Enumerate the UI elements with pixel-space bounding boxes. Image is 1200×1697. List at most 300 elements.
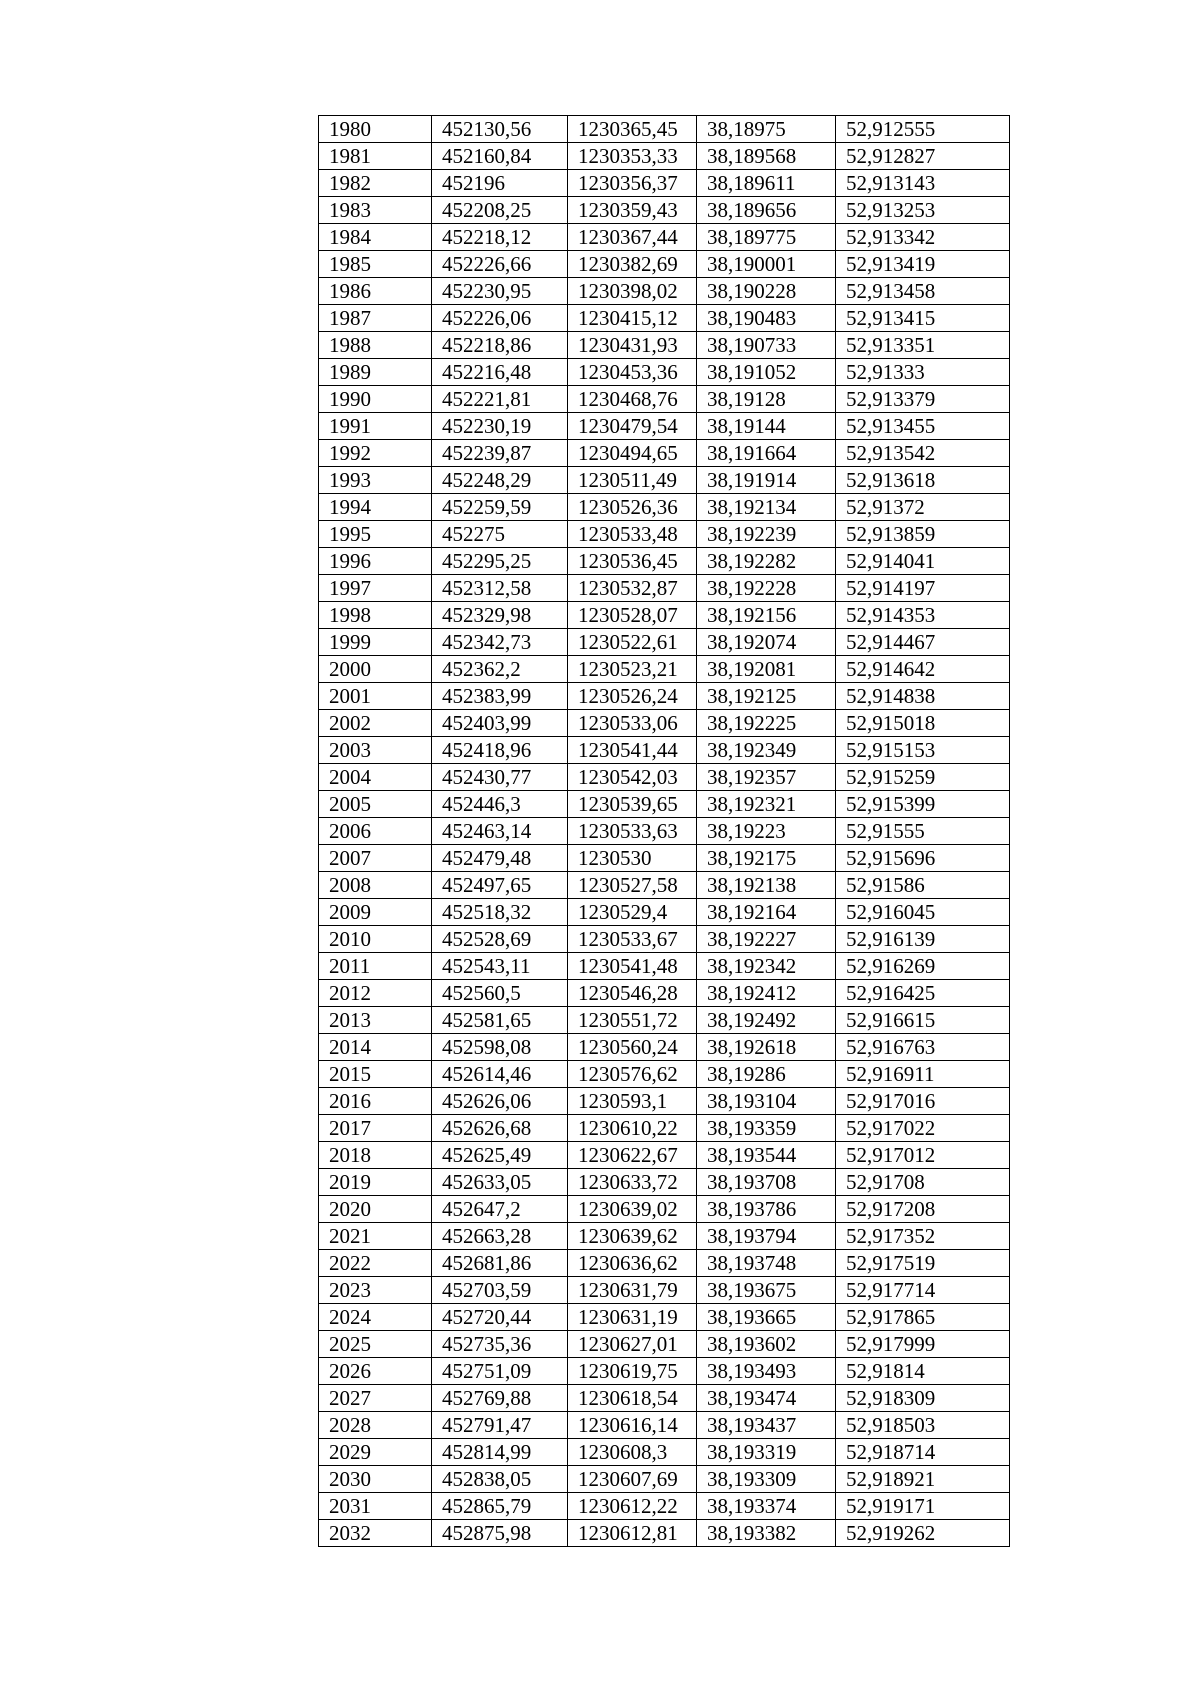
x-coordinate-cell: 452383,99	[432, 683, 568, 710]
latitude-cell: 52,91814	[836, 1358, 1010, 1385]
longitude-cell: 38,192492	[697, 1007, 836, 1034]
latitude-cell: 52,914467	[836, 629, 1010, 656]
latitude-cell: 52,913342	[836, 224, 1010, 251]
longitude-cell: 38,192138	[697, 872, 836, 899]
table-row	[319, 521, 1010, 548]
longitude-cell: 38,192225	[697, 710, 836, 737]
table-row	[319, 980, 1010, 1007]
table-row	[319, 116, 1010, 143]
latitude-cell: 52,913415	[836, 305, 1010, 332]
y-coordinate-cell: 1230618,54	[568, 1385, 697, 1412]
longitude-cell: 38,189568	[697, 143, 836, 170]
year-cell: 2021	[319, 1223, 432, 1250]
year-cell: 2011	[319, 953, 432, 980]
y-coordinate-cell: 1230612,22	[568, 1493, 697, 1520]
y-coordinate-cell: 1230542,03	[568, 764, 697, 791]
latitude-cell: 52,913419	[836, 251, 1010, 278]
table-row	[319, 899, 1010, 926]
longitude-cell: 38,19286	[697, 1061, 836, 1088]
latitude-cell: 52,917016	[836, 1088, 1010, 1115]
x-coordinate-cell: 452865,79	[432, 1493, 568, 1520]
x-coordinate-cell: 452625,49	[432, 1142, 568, 1169]
x-coordinate-cell: 452614,46	[432, 1061, 568, 1088]
x-coordinate-cell: 452598,08	[432, 1034, 568, 1061]
table-row	[319, 332, 1010, 359]
longitude-cell: 38,192175	[697, 845, 836, 872]
longitude-cell: 38,190483	[697, 305, 836, 332]
year-cell: 1999	[319, 629, 432, 656]
longitude-cell: 38,192342	[697, 953, 836, 980]
table-row	[319, 764, 1010, 791]
table-row	[319, 710, 1010, 737]
x-coordinate-cell: 452196	[432, 170, 568, 197]
longitude-cell: 38,190001	[697, 251, 836, 278]
y-coordinate-cell: 1230541,48	[568, 953, 697, 980]
year-cell: 2012	[319, 980, 432, 1007]
longitude-cell: 38,193794	[697, 1223, 836, 1250]
y-coordinate-cell: 1230546,28	[568, 980, 697, 1007]
y-coordinate-cell: 1230532,87	[568, 575, 697, 602]
longitude-cell: 38,192618	[697, 1034, 836, 1061]
table-row	[319, 1223, 1010, 1250]
longitude-cell: 38,192156	[697, 602, 836, 629]
x-coordinate-cell: 452226,66	[432, 251, 568, 278]
y-coordinate-cell: 1230639,02	[568, 1196, 697, 1223]
latitude-cell: 52,917208	[836, 1196, 1010, 1223]
table-row	[319, 845, 1010, 872]
latitude-cell: 52,917714	[836, 1277, 1010, 1304]
y-coordinate-cell: 1230633,72	[568, 1169, 697, 1196]
table-row	[319, 251, 1010, 278]
year-cell: 1998	[319, 602, 432, 629]
latitude-cell: 52,917012	[836, 1142, 1010, 1169]
latitude-cell: 52,917999	[836, 1331, 1010, 1358]
table-row	[319, 1277, 1010, 1304]
longitude-cell: 38,193437	[697, 1412, 836, 1439]
table-row	[319, 224, 1010, 251]
longitude-cell: 38,193474	[697, 1385, 836, 1412]
x-coordinate-cell: 452221,81	[432, 386, 568, 413]
y-coordinate-cell: 1230365,45	[568, 116, 697, 143]
longitude-cell: 38,193665	[697, 1304, 836, 1331]
latitude-cell: 52,916615	[836, 1007, 1010, 1034]
x-coordinate-cell: 452703,59	[432, 1277, 568, 1304]
table-row	[319, 1007, 1010, 1034]
latitude-cell: 52,913618	[836, 467, 1010, 494]
latitude-cell: 52,91333	[836, 359, 1010, 386]
y-coordinate-cell: 1230619,75	[568, 1358, 697, 1385]
y-coordinate-cell: 1230607,69	[568, 1466, 697, 1493]
year-cell: 2026	[319, 1358, 432, 1385]
latitude-cell: 52,917352	[836, 1223, 1010, 1250]
year-cell: 2029	[319, 1439, 432, 1466]
latitude-cell: 52,913859	[836, 521, 1010, 548]
year-cell: 2006	[319, 818, 432, 845]
x-coordinate-cell: 452518,32	[432, 899, 568, 926]
year-cell: 1996	[319, 548, 432, 575]
x-coordinate-cell: 452295,25	[432, 548, 568, 575]
year-cell: 1991	[319, 413, 432, 440]
table-row	[319, 575, 1010, 602]
latitude-cell: 52,918921	[836, 1466, 1010, 1493]
x-coordinate-cell: 452218,12	[432, 224, 568, 251]
year-cell: 1990	[319, 386, 432, 413]
latitude-cell: 52,914838	[836, 683, 1010, 710]
year-cell: 2025	[319, 1331, 432, 1358]
y-coordinate-cell: 1230468,76	[568, 386, 697, 413]
latitude-cell: 52,912555	[836, 116, 1010, 143]
table-row	[319, 494, 1010, 521]
year-cell: 2031	[319, 1493, 432, 1520]
longitude-cell: 38,192134	[697, 494, 836, 521]
year-cell: 2032	[319, 1520, 432, 1547]
y-coordinate-cell: 1230616,14	[568, 1412, 697, 1439]
year-cell: 2017	[319, 1115, 432, 1142]
latitude-cell: 52,914041	[836, 548, 1010, 575]
x-coordinate-cell: 452814,99	[432, 1439, 568, 1466]
table-row	[319, 359, 1010, 386]
longitude-cell: 38,193382	[697, 1520, 836, 1547]
table-row	[319, 1385, 1010, 1412]
x-coordinate-cell: 452633,05	[432, 1169, 568, 1196]
longitude-cell: 38,192357	[697, 764, 836, 791]
table-row	[319, 791, 1010, 818]
year-cell: 1995	[319, 521, 432, 548]
year-cell: 2001	[319, 683, 432, 710]
table-row	[319, 1196, 1010, 1223]
longitude-cell: 38,192228	[697, 575, 836, 602]
table-row	[319, 953, 1010, 980]
longitude-cell: 38,193359	[697, 1115, 836, 1142]
x-coordinate-cell: 452226,06	[432, 305, 568, 332]
latitude-cell: 52,918714	[836, 1439, 1010, 1466]
table-row	[319, 872, 1010, 899]
year-cell: 2000	[319, 656, 432, 683]
y-coordinate-cell: 1230636,62	[568, 1250, 697, 1277]
table-row	[319, 1169, 1010, 1196]
x-coordinate-cell: 452248,29	[432, 467, 568, 494]
table-row	[319, 467, 1010, 494]
longitude-cell: 38,193374	[697, 1493, 836, 1520]
longitude-cell: 38,193748	[697, 1250, 836, 1277]
longitude-cell: 38,192125	[697, 683, 836, 710]
table-row	[319, 1412, 1010, 1439]
y-coordinate-cell: 1230533,48	[568, 521, 697, 548]
longitude-cell: 38,189611	[697, 170, 836, 197]
year-cell: 1981	[319, 143, 432, 170]
x-coordinate-cell: 452681,86	[432, 1250, 568, 1277]
y-coordinate-cell: 1230593,1	[568, 1088, 697, 1115]
x-coordinate-cell: 452312,58	[432, 575, 568, 602]
x-coordinate-cell: 452875,98	[432, 1520, 568, 1547]
y-coordinate-cell: 1230529,4	[568, 899, 697, 926]
latitude-cell: 52,915018	[836, 710, 1010, 737]
x-coordinate-cell: 452160,84	[432, 143, 568, 170]
y-coordinate-cell: 1230526,36	[568, 494, 697, 521]
longitude-cell: 38,190228	[697, 278, 836, 305]
y-coordinate-cell: 1230560,24	[568, 1034, 697, 1061]
y-coordinate-cell: 1230353,33	[568, 143, 697, 170]
table-row	[319, 1088, 1010, 1115]
x-coordinate-cell: 452769,88	[432, 1385, 568, 1412]
year-cell: 2005	[319, 791, 432, 818]
latitude-cell: 52,916045	[836, 899, 1010, 926]
longitude-cell: 38,193104	[697, 1088, 836, 1115]
year-cell: 1986	[319, 278, 432, 305]
longitude-cell: 38,18975	[697, 116, 836, 143]
table-row	[319, 386, 1010, 413]
latitude-cell: 52,915153	[836, 737, 1010, 764]
table-row	[319, 440, 1010, 467]
x-coordinate-cell: 452838,05	[432, 1466, 568, 1493]
longitude-cell: 38,193602	[697, 1331, 836, 1358]
y-coordinate-cell: 1230382,69	[568, 251, 697, 278]
table-row	[319, 629, 1010, 656]
y-coordinate-cell: 1230533,06	[568, 710, 697, 737]
y-coordinate-cell: 1230576,62	[568, 1061, 697, 1088]
year-cell: 1980	[319, 116, 432, 143]
table-row	[319, 656, 1010, 683]
x-coordinate-cell: 452626,68	[432, 1115, 568, 1142]
table-row	[319, 818, 1010, 845]
longitude-cell: 38,193786	[697, 1196, 836, 1223]
latitude-cell: 52,918309	[836, 1385, 1010, 1412]
latitude-cell: 52,913458	[836, 278, 1010, 305]
y-coordinate-cell: 1230631,79	[568, 1277, 697, 1304]
longitude-cell: 38,192321	[697, 791, 836, 818]
year-cell: 1997	[319, 575, 432, 602]
longitude-cell: 38,19128	[697, 386, 836, 413]
latitude-cell: 52,916425	[836, 980, 1010, 1007]
longitude-cell: 38,191914	[697, 467, 836, 494]
latitude-cell: 52,917519	[836, 1250, 1010, 1277]
longitude-cell: 38,192081	[697, 656, 836, 683]
y-coordinate-cell: 1230528,07	[568, 602, 697, 629]
year-cell: 2020	[319, 1196, 432, 1223]
y-coordinate-cell: 1230530	[568, 845, 697, 872]
x-coordinate-cell: 452528,69	[432, 926, 568, 953]
longitude-cell: 38,189656	[697, 197, 836, 224]
y-coordinate-cell: 1230610,22	[568, 1115, 697, 1142]
y-coordinate-cell: 1230431,93	[568, 332, 697, 359]
latitude-cell: 52,915696	[836, 845, 1010, 872]
table-row	[319, 1115, 1010, 1142]
year-cell: 2015	[319, 1061, 432, 1088]
x-coordinate-cell: 452230,95	[432, 278, 568, 305]
longitude-cell: 38,191664	[697, 440, 836, 467]
table-row	[319, 1250, 1010, 1277]
latitude-cell: 52,915399	[836, 791, 1010, 818]
y-coordinate-cell: 1230367,44	[568, 224, 697, 251]
year-cell: 2028	[319, 1412, 432, 1439]
x-coordinate-cell: 452479,48	[432, 845, 568, 872]
y-coordinate-cell: 1230453,36	[568, 359, 697, 386]
latitude-cell: 52,912827	[836, 143, 1010, 170]
table-row	[319, 1061, 1010, 1088]
y-coordinate-cell: 1230523,21	[568, 656, 697, 683]
longitude-cell: 38,193309	[697, 1466, 836, 1493]
year-cell: 2009	[319, 899, 432, 926]
y-coordinate-cell: 1230536,45	[568, 548, 697, 575]
longitude-cell: 38,193319	[697, 1439, 836, 1466]
year-cell: 2014	[319, 1034, 432, 1061]
year-cell: 2004	[319, 764, 432, 791]
x-coordinate-cell: 452130,56	[432, 116, 568, 143]
year-cell: 1993	[319, 467, 432, 494]
table-row	[319, 1304, 1010, 1331]
y-coordinate-cell: 1230551,72	[568, 1007, 697, 1034]
year-cell: 2027	[319, 1385, 432, 1412]
y-coordinate-cell: 1230415,12	[568, 305, 697, 332]
x-coordinate-cell: 452720,44	[432, 1304, 568, 1331]
latitude-cell: 52,913455	[836, 413, 1010, 440]
latitude-cell: 52,914197	[836, 575, 1010, 602]
y-coordinate-cell: 1230541,44	[568, 737, 697, 764]
year-cell: 1987	[319, 305, 432, 332]
x-coordinate-cell: 452560,5	[432, 980, 568, 1007]
table-row	[319, 1466, 1010, 1493]
table-row	[319, 1439, 1010, 1466]
longitude-cell: 38,192282	[697, 548, 836, 575]
x-coordinate-cell: 452259,59	[432, 494, 568, 521]
table-row	[319, 737, 1010, 764]
longitude-cell: 38,193493	[697, 1358, 836, 1385]
latitude-cell: 52,913253	[836, 197, 1010, 224]
longitude-cell: 38,192349	[697, 737, 836, 764]
x-coordinate-cell: 452626,06	[432, 1088, 568, 1115]
latitude-cell: 52,916139	[836, 926, 1010, 953]
x-coordinate-cell: 452329,98	[432, 602, 568, 629]
x-coordinate-cell: 452791,47	[432, 1412, 568, 1439]
year-cell: 2023	[319, 1277, 432, 1304]
table-row	[319, 1142, 1010, 1169]
year-cell: 1983	[319, 197, 432, 224]
longitude-cell: 38,19144	[697, 413, 836, 440]
x-coordinate-cell: 452581,65	[432, 1007, 568, 1034]
x-coordinate-cell: 452218,86	[432, 332, 568, 359]
latitude-cell: 52,916911	[836, 1061, 1010, 1088]
year-cell: 1988	[319, 332, 432, 359]
y-coordinate-cell: 1230526,24	[568, 683, 697, 710]
longitude-cell: 38,189775	[697, 224, 836, 251]
x-coordinate-cell: 452275	[432, 521, 568, 548]
y-coordinate-cell: 1230533,63	[568, 818, 697, 845]
year-cell: 2030	[319, 1466, 432, 1493]
year-cell: 2016	[319, 1088, 432, 1115]
latitude-cell: 52,913542	[836, 440, 1010, 467]
latitude-cell: 52,91708	[836, 1169, 1010, 1196]
y-coordinate-cell: 1230533,67	[568, 926, 697, 953]
coordinates-table	[318, 115, 1010, 1547]
table-row	[319, 602, 1010, 629]
longitude-cell: 38,192227	[697, 926, 836, 953]
latitude-cell: 52,91586	[836, 872, 1010, 899]
latitude-cell: 52,914353	[836, 602, 1010, 629]
y-coordinate-cell: 1230631,19	[568, 1304, 697, 1331]
y-coordinate-cell: 1230527,58	[568, 872, 697, 899]
year-cell: 1985	[319, 251, 432, 278]
latitude-cell: 52,914642	[836, 656, 1010, 683]
table-row	[319, 1034, 1010, 1061]
y-coordinate-cell: 1230622,67	[568, 1142, 697, 1169]
y-coordinate-cell: 1230627,01	[568, 1331, 697, 1358]
table-row	[319, 413, 1010, 440]
table-body	[319, 116, 1010, 1547]
table-row	[319, 926, 1010, 953]
longitude-cell: 38,192239	[697, 521, 836, 548]
latitude-cell: 52,918503	[836, 1412, 1010, 1439]
year-cell: 2003	[319, 737, 432, 764]
table-row	[319, 170, 1010, 197]
table-row	[319, 278, 1010, 305]
year-cell: 2002	[319, 710, 432, 737]
x-coordinate-cell: 452463,14	[432, 818, 568, 845]
year-cell: 1982	[319, 170, 432, 197]
year-cell: 2008	[319, 872, 432, 899]
table-row	[319, 1331, 1010, 1358]
y-coordinate-cell: 1230608,3	[568, 1439, 697, 1466]
latitude-cell: 52,91555	[836, 818, 1010, 845]
x-coordinate-cell: 452230,19	[432, 413, 568, 440]
y-coordinate-cell: 1230539,65	[568, 791, 697, 818]
table-row	[319, 1358, 1010, 1385]
latitude-cell: 52,916269	[836, 953, 1010, 980]
x-coordinate-cell: 452362,2	[432, 656, 568, 683]
year-cell: 2010	[319, 926, 432, 953]
year-cell: 2022	[319, 1250, 432, 1277]
latitude-cell: 52,917022	[836, 1115, 1010, 1142]
y-coordinate-cell: 1230479,54	[568, 413, 697, 440]
longitude-cell: 38,192164	[697, 899, 836, 926]
x-coordinate-cell: 452239,87	[432, 440, 568, 467]
latitude-cell: 52,919262	[836, 1520, 1010, 1547]
y-coordinate-cell: 1230359,43	[568, 197, 697, 224]
y-coordinate-cell: 1230612,81	[568, 1520, 697, 1547]
longitude-cell: 38,191052	[697, 359, 836, 386]
y-coordinate-cell: 1230356,37	[568, 170, 697, 197]
longitude-cell: 38,192412	[697, 980, 836, 1007]
x-coordinate-cell: 452342,73	[432, 629, 568, 656]
x-coordinate-cell: 452497,65	[432, 872, 568, 899]
x-coordinate-cell: 452216,48	[432, 359, 568, 386]
year-cell: 2024	[319, 1304, 432, 1331]
table-row	[319, 305, 1010, 332]
x-coordinate-cell: 452663,28	[432, 1223, 568, 1250]
latitude-cell: 52,917865	[836, 1304, 1010, 1331]
x-coordinate-cell: 452418,96	[432, 737, 568, 764]
y-coordinate-cell: 1230639,62	[568, 1223, 697, 1250]
latitude-cell: 52,916763	[836, 1034, 1010, 1061]
year-cell: 1994	[319, 494, 432, 521]
x-coordinate-cell: 452403,99	[432, 710, 568, 737]
table-row	[319, 197, 1010, 224]
year-cell: 1992	[319, 440, 432, 467]
longitude-cell: 38,193544	[697, 1142, 836, 1169]
x-coordinate-cell: 452208,25	[432, 197, 568, 224]
latitude-cell: 52,915259	[836, 764, 1010, 791]
y-coordinate-cell: 1230398,02	[568, 278, 697, 305]
x-coordinate-cell: 452446,3	[432, 791, 568, 818]
table-row	[319, 548, 1010, 575]
latitude-cell: 52,913379	[836, 386, 1010, 413]
year-cell: 2013	[319, 1007, 432, 1034]
table-row	[319, 683, 1010, 710]
y-coordinate-cell: 1230522,61	[568, 629, 697, 656]
x-coordinate-cell: 452735,36	[432, 1331, 568, 1358]
x-coordinate-cell: 452751,09	[432, 1358, 568, 1385]
year-cell: 2007	[319, 845, 432, 872]
table-row	[319, 143, 1010, 170]
